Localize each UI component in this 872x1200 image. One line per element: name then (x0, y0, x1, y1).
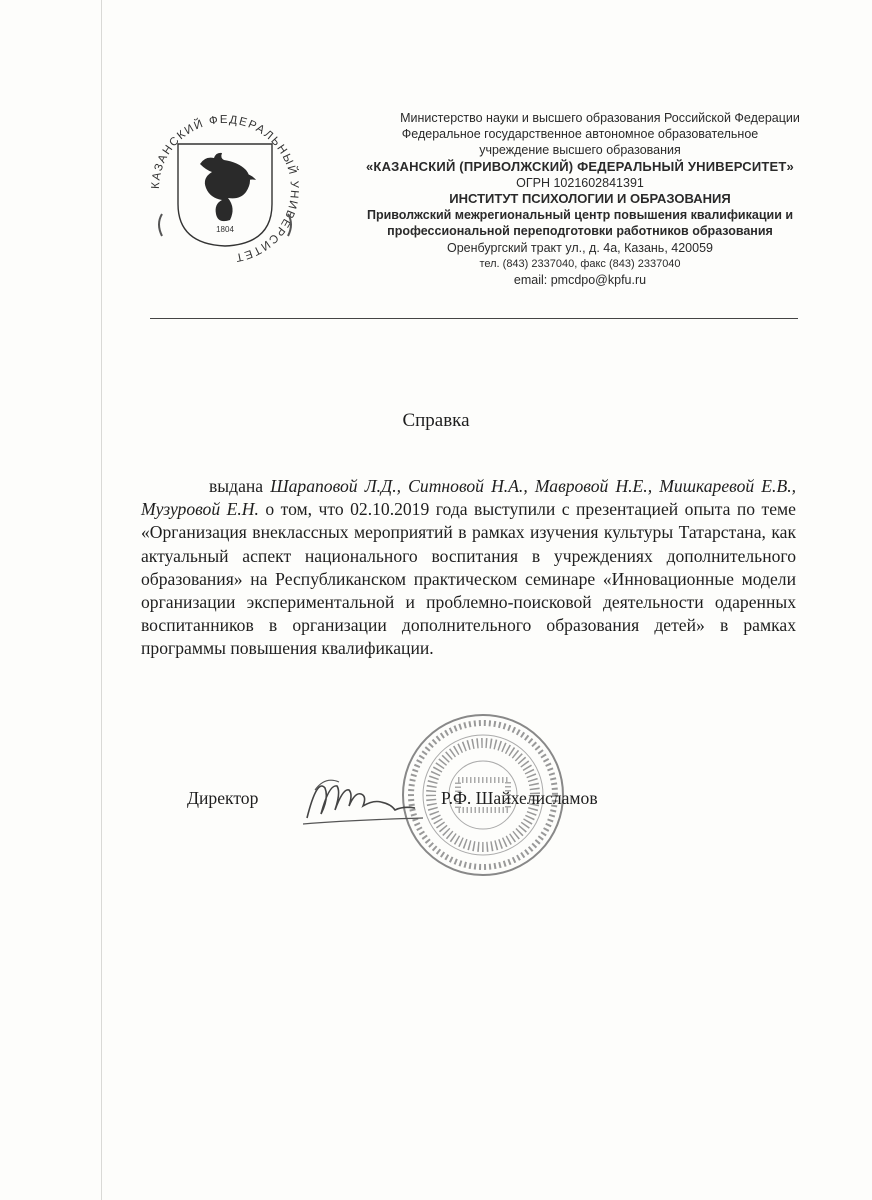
institution-type-line: Федеральное государственное автономное образовательное (401, 127, 759, 142)
document-title: Справка (402, 410, 470, 431)
signatory-role: Директор (187, 788, 259, 808)
recipient-names: Шараповой Л.Д., Ситновой Н.А., Мавровой Н.Е., Мишкаревой Е.В., Музуровой Е.Н. (141, 476, 796, 520)
ministry-line: Министерство науки и высшего образования Российской Федерации (400, 111, 800, 125)
body-text: о том, что 02.10.2019 года выступили с презентацией опыта по теме «Организация внеклассных мероприятий в рамках изучения культуры Татарстана, как актуальный аспект национального воспитания в учреждениях дополнительного образования» на Республиканском практическом семинаре «Инновационные модели организации экспериментальной и проблемно-поисковой деятельности одаренных воспитанников в организации дополнительного образования детей» в рамках программы повышения квалификации. (141, 499, 796, 659)
address: Оренбургский тракт ул., д. 4а, Казань, 420059 (447, 240, 713, 255)
center-name-line-1: Приволжский межрегиональный центр повышения квалификации и (366, 208, 794, 223)
ogrn: ОГРН 1021602841391 (516, 175, 644, 190)
signatory-name: Р.Ф. Шайхелисламов (441, 788, 598, 808)
letterhead (330, 110, 830, 288)
header-divider (150, 318, 798, 319)
director-signature (295, 760, 445, 840)
university-logo (140, 104, 310, 274)
phone-fax: тел. (843) 2337040, факс (843) 2337040 (479, 257, 681, 270)
institute-name: ИНСТИТУТ ПСИХОЛОГИИ И ОБРАЗОВАНИЯ (449, 191, 731, 207)
university-name: «КАЗАНСКИЙ (ПРИВОЛЖСКИЙ) ФЕДЕРАЛЬНЫЙ УНИВЕРСИТЕТ» (366, 158, 794, 174)
institution-type-line-2: учреждение высшего образования (479, 143, 681, 158)
email: email: pmcdpo@kpfu.ru (513, 273, 647, 288)
logo-year: 1804 (216, 225, 234, 234)
issued-word: выдана (209, 476, 271, 496)
center-name-line-2: профессиональной переподготовки работников образования (387, 224, 773, 239)
document-body (141, 475, 796, 661)
page-fold-line (101, 0, 102, 1200)
logo-ring-text: КАЗАНСКИЙ ФЕДЕРАЛЬНЫЙ УНИВЕРСИТЕТ (149, 113, 301, 264)
